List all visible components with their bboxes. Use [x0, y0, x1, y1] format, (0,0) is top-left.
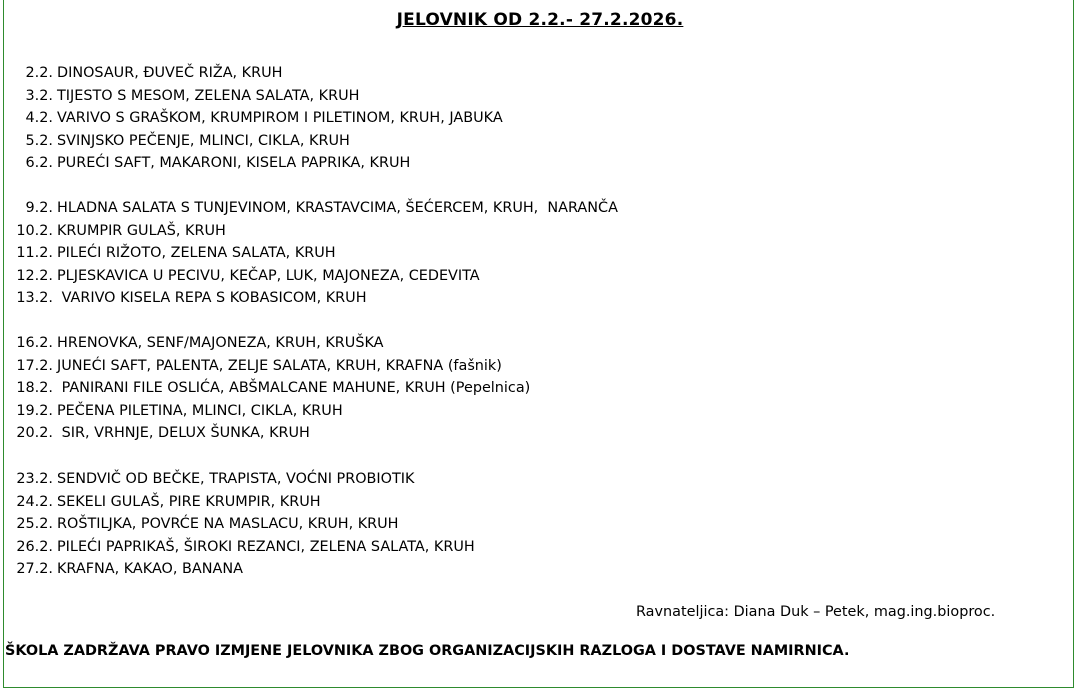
menu-item-meal: KRUMPIR GULAŠ, KRUH	[57, 222, 226, 239]
menu-item	[0, 355, 530, 378]
menu-item	[0, 422, 530, 445]
menu-item	[0, 377, 530, 400]
menu-item-meal: SVINJSKO PEČENJE, MLINCI, CIKLA, KRUH	[57, 132, 350, 149]
menu-item-date: 25.2.	[16, 516, 53, 533]
menu-item-date: 20.2.	[16, 425, 53, 442]
menu-item	[0, 468, 475, 491]
menu-item-date: 9.2.	[25, 200, 53, 216]
menu-item-meal: JUNEĆI SAFT, PALENTA, ZELJE SALATA, KRUH, KRAFNA (fašnik)	[57, 357, 502, 374]
menu-item-date: 16.2.	[16, 335, 53, 351]
week-4-list	[0, 468, 475, 581]
menu-item-meal: PUREĆI SAFT, MAKARONI, KISELA PAPRIKA, KRUH	[57, 155, 411, 172]
menu-item-date: 26.2.	[16, 538, 53, 555]
menu-item	[0, 513, 475, 536]
menu-item-date: 11.2.	[16, 245, 53, 262]
menu-item-meal: PEČENA PILETINA, MLINCI, CIKLA, KRUH	[57, 402, 343, 419]
menu-item-date: 10.2.	[16, 222, 53, 239]
menu-item-meal: PANIRANI FILE OSLIĆA, ABŠMALCANE MAHUNE, KRUH (Pepelnica)	[57, 380, 531, 397]
menu-item	[0, 107, 503, 130]
menu-item	[0, 220, 618, 243]
menu-item-date: 5.2.	[25, 132, 53, 149]
menu-item-meal: TIJESTO S MESOM, ZELENA SALATA, KRUH	[57, 87, 360, 104]
menu-item	[0, 491, 475, 514]
menu-item-date: 12.2.	[16, 267, 53, 284]
menu-item-date: 6.2.	[25, 155, 53, 172]
menu-item-date: 27.2.	[16, 561, 53, 578]
menu-item-date: 2.2.	[25, 65, 53, 81]
menu-item-meal: SENDVIČ OD BEČKE, TRAPISTA, VOĆNI PROBIOTIK	[57, 471, 415, 487]
menu-item	[0, 197, 618, 220]
menu-item	[0, 558, 475, 581]
menu-item-meal: KRAFNA, KAKAO, BANANA	[57, 561, 243, 578]
menu-item	[0, 536, 475, 559]
week-2-list	[0, 197, 618, 310]
menu-item	[0, 152, 503, 175]
menu-item-meal: DINOSAUR, ĐUVEČ RIŽA, KRUH	[57, 65, 283, 81]
menu-item	[0, 130, 503, 153]
menu-item	[0, 265, 618, 288]
menu-item-meal: HLADNA SALATA S TUNJEVINOM, KRASTAVCIMA, ŠEĆERCEM, KRUH, NARANČA	[57, 200, 618, 216]
menu-item	[0, 332, 530, 355]
menu-item	[0, 242, 618, 265]
menu-item-date: 3.2.	[25, 87, 53, 104]
menu-title: JELOVNIK OD 2.2.- 27.2.2026.	[396, 10, 684, 30]
menu-item-date: 17.2.	[16, 357, 53, 374]
menu-item	[0, 62, 503, 85]
principal-signature: Ravnateljica: Diana Duk – Petek, mag.ing.bioproc.	[636, 604, 996, 620]
menu-item	[0, 85, 503, 108]
menu-item-date: 13.2.	[16, 290, 53, 307]
menu-item-meal: VARIVO S GRAŠKOM, KRUMPIROM I PILETINOM, KRUH, JABUKA	[57, 110, 503, 127]
menu-item-meal: SEKELI GULAŠ, PIRE KRUMPIR, KRUH	[57, 493, 321, 510]
menu-item	[0, 287, 618, 310]
menu-item-meal: ROŠTILJKA, POVRĆE NA MASLACU, KRUH, KRUH	[57, 516, 399, 533]
menu-item-meal: PLJESKAVICA U PECIVU, KEČAP, LUK, MAJONEZA, CEDEVITA	[57, 267, 480, 284]
week-3-list	[0, 332, 530, 445]
menu-item-date: 24.2.	[16, 493, 53, 510]
menu-item-date: 23.2.	[16, 471, 53, 487]
week-1-list	[0, 62, 503, 175]
change-notice: ŠKOLA ZADRŽAVA PRAVO IZMJENE JELOVNIKA ZBOG ORGANIZACIJSKIH RAZLOGA I DOSTAVE NAMIRNICA.	[5, 643, 850, 659]
menu-item-meal: VARIVO KISELA REPA S KOBASICOM, KRUH	[57, 290, 367, 307]
menu-item-meal: PILEĆI PAPRIKAŠ, ŠIROKI REZANCI, ZELENA SALATA, KRUH	[57, 538, 475, 555]
menu-item-meal: SIR, VRHNJE, DELUX ŠUNKA, KRUH	[57, 425, 310, 442]
menu-item-date: 19.2.	[16, 402, 53, 419]
menu-item-date: 18.2.	[16, 380, 53, 397]
menu-item-date: 4.2.	[25, 110, 53, 127]
menu-item-meal: PILEĆI RIŽOTO, ZELENA SALATA, KRUH	[57, 245, 336, 262]
menu-item-meal: HRENOVKA, SENF/MAJONEZA, KRUH, KRUŠKA	[57, 335, 384, 351]
menu-item	[0, 400, 530, 423]
